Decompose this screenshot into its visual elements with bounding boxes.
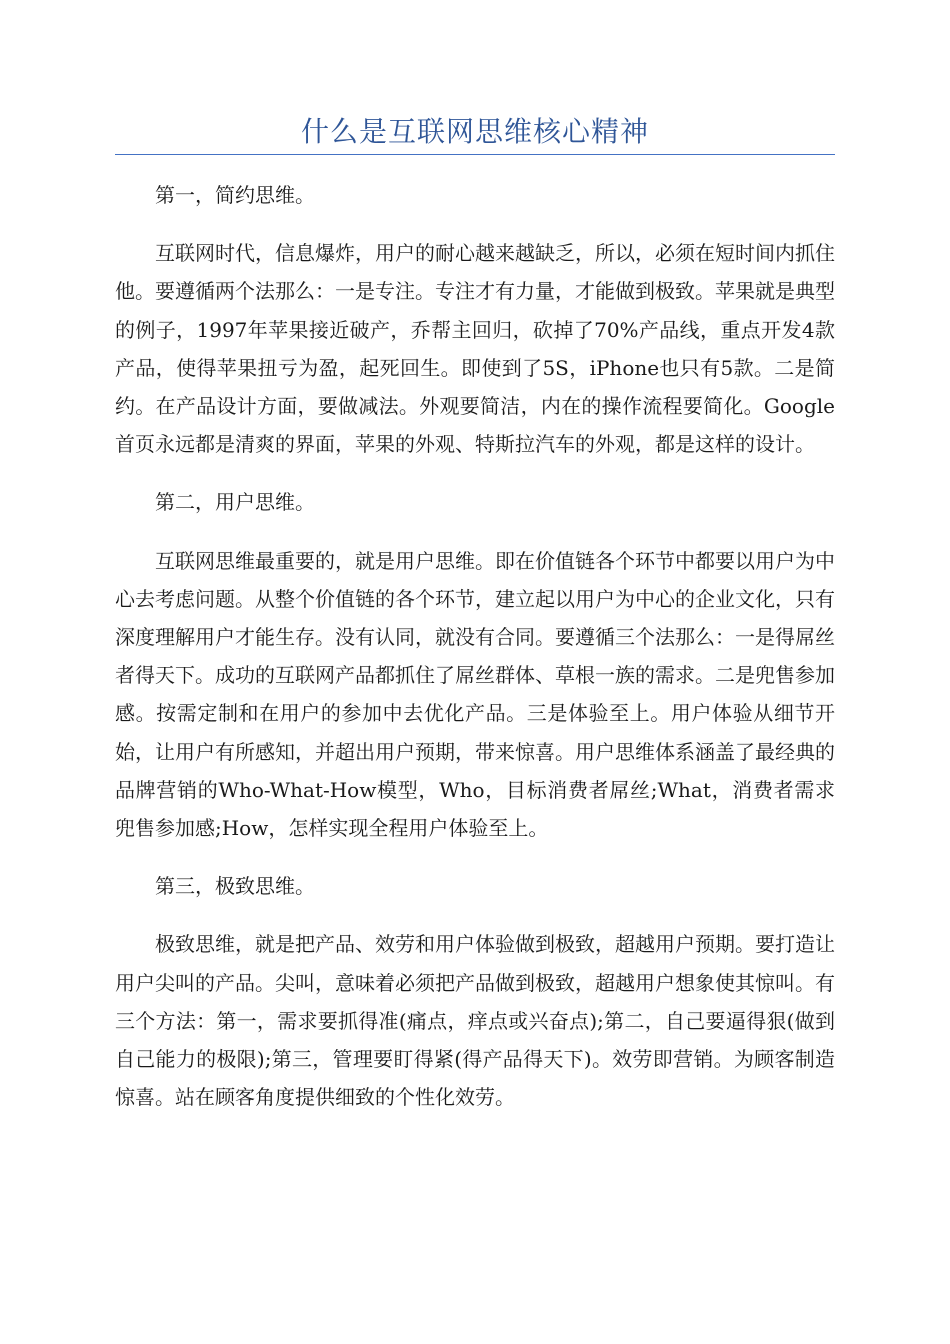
section-paragraph-user: 互联网思维最重要的，就是用户思维。即在价值链各个环节中都要以用户为中心去考虑问题。从整个价值链的各个环节，建立起以用户为中心的企业文化，只有深度理解用户才能生存。没有认同，就没有合同。要遵循三个法那么：一是得屌丝者得天下。成功的互联网产品都抓住了屌丝群体、草根一族的需求。二是兜售参加感。按需定制和在用户的参加中去优化产品。三是体验至上。用户体验从细节开始，让用户有所感知，并超出用户预期，带来惊喜。用户思维体系涵盖了最经典的品牌营销的Who-What-How模型，Who，目标消费者屌丝;What，消费者需求兜售参加感;How，怎样实现全程用户体验至上。	[115, 548, 835, 841]
title-underline	[115, 154, 835, 155]
section-heading-user: 第二，用户思维。	[155, 490, 315, 515]
section-paragraph-extreme: 极致思维，就是把产品、效劳和用户体验做到极致，超越用户预期。要打造让用户尖叫的产品。尖叫，意味着必须把产品做到极致，超越用户想象使其惊叫。有三个方法：第一，需求要抓得准(痛点，痒点或兴奋点);第二，自己要逼得狠(做到自己能力的极限);第三，管理要盯得紧(得产品得天下)。效劳即营销。为顾客制造惊喜。站在顾客角度提供细致的个性化效劳。	[115, 932, 835, 1110]
document-body	[115, 176, 835, 1136]
section-heading-simplicity: 第一，简约思维。	[155, 183, 315, 207]
section-heading-extreme: 第三，极致思维。	[155, 874, 315, 899]
document-title: 什么是互联网思维核心精神	[300, 115, 649, 148]
section-paragraph-simplicity: 互联网时代，信息爆炸，用户的耐心越来越缺乏，所以，必须在短时间内抓住他。要遵循两个法那么：一是专注。专注才有力量，才能做到极致。苹果就是典型的例子，1997年苹果接近破产，乔帮主回归，砍掉了70%产品线，重点开发4款产品，使得苹果扭亏为盈，起死回生。即使到了5S，iPhone也只有5款。二是简约。在产品设计方面，要做减法。外观要简洁，内在的操作流程要简化。Google首页永远都是清爽的界面，苹果的外观、特斯拉汽车的外观，都是这样的设计。	[115, 241, 835, 457]
